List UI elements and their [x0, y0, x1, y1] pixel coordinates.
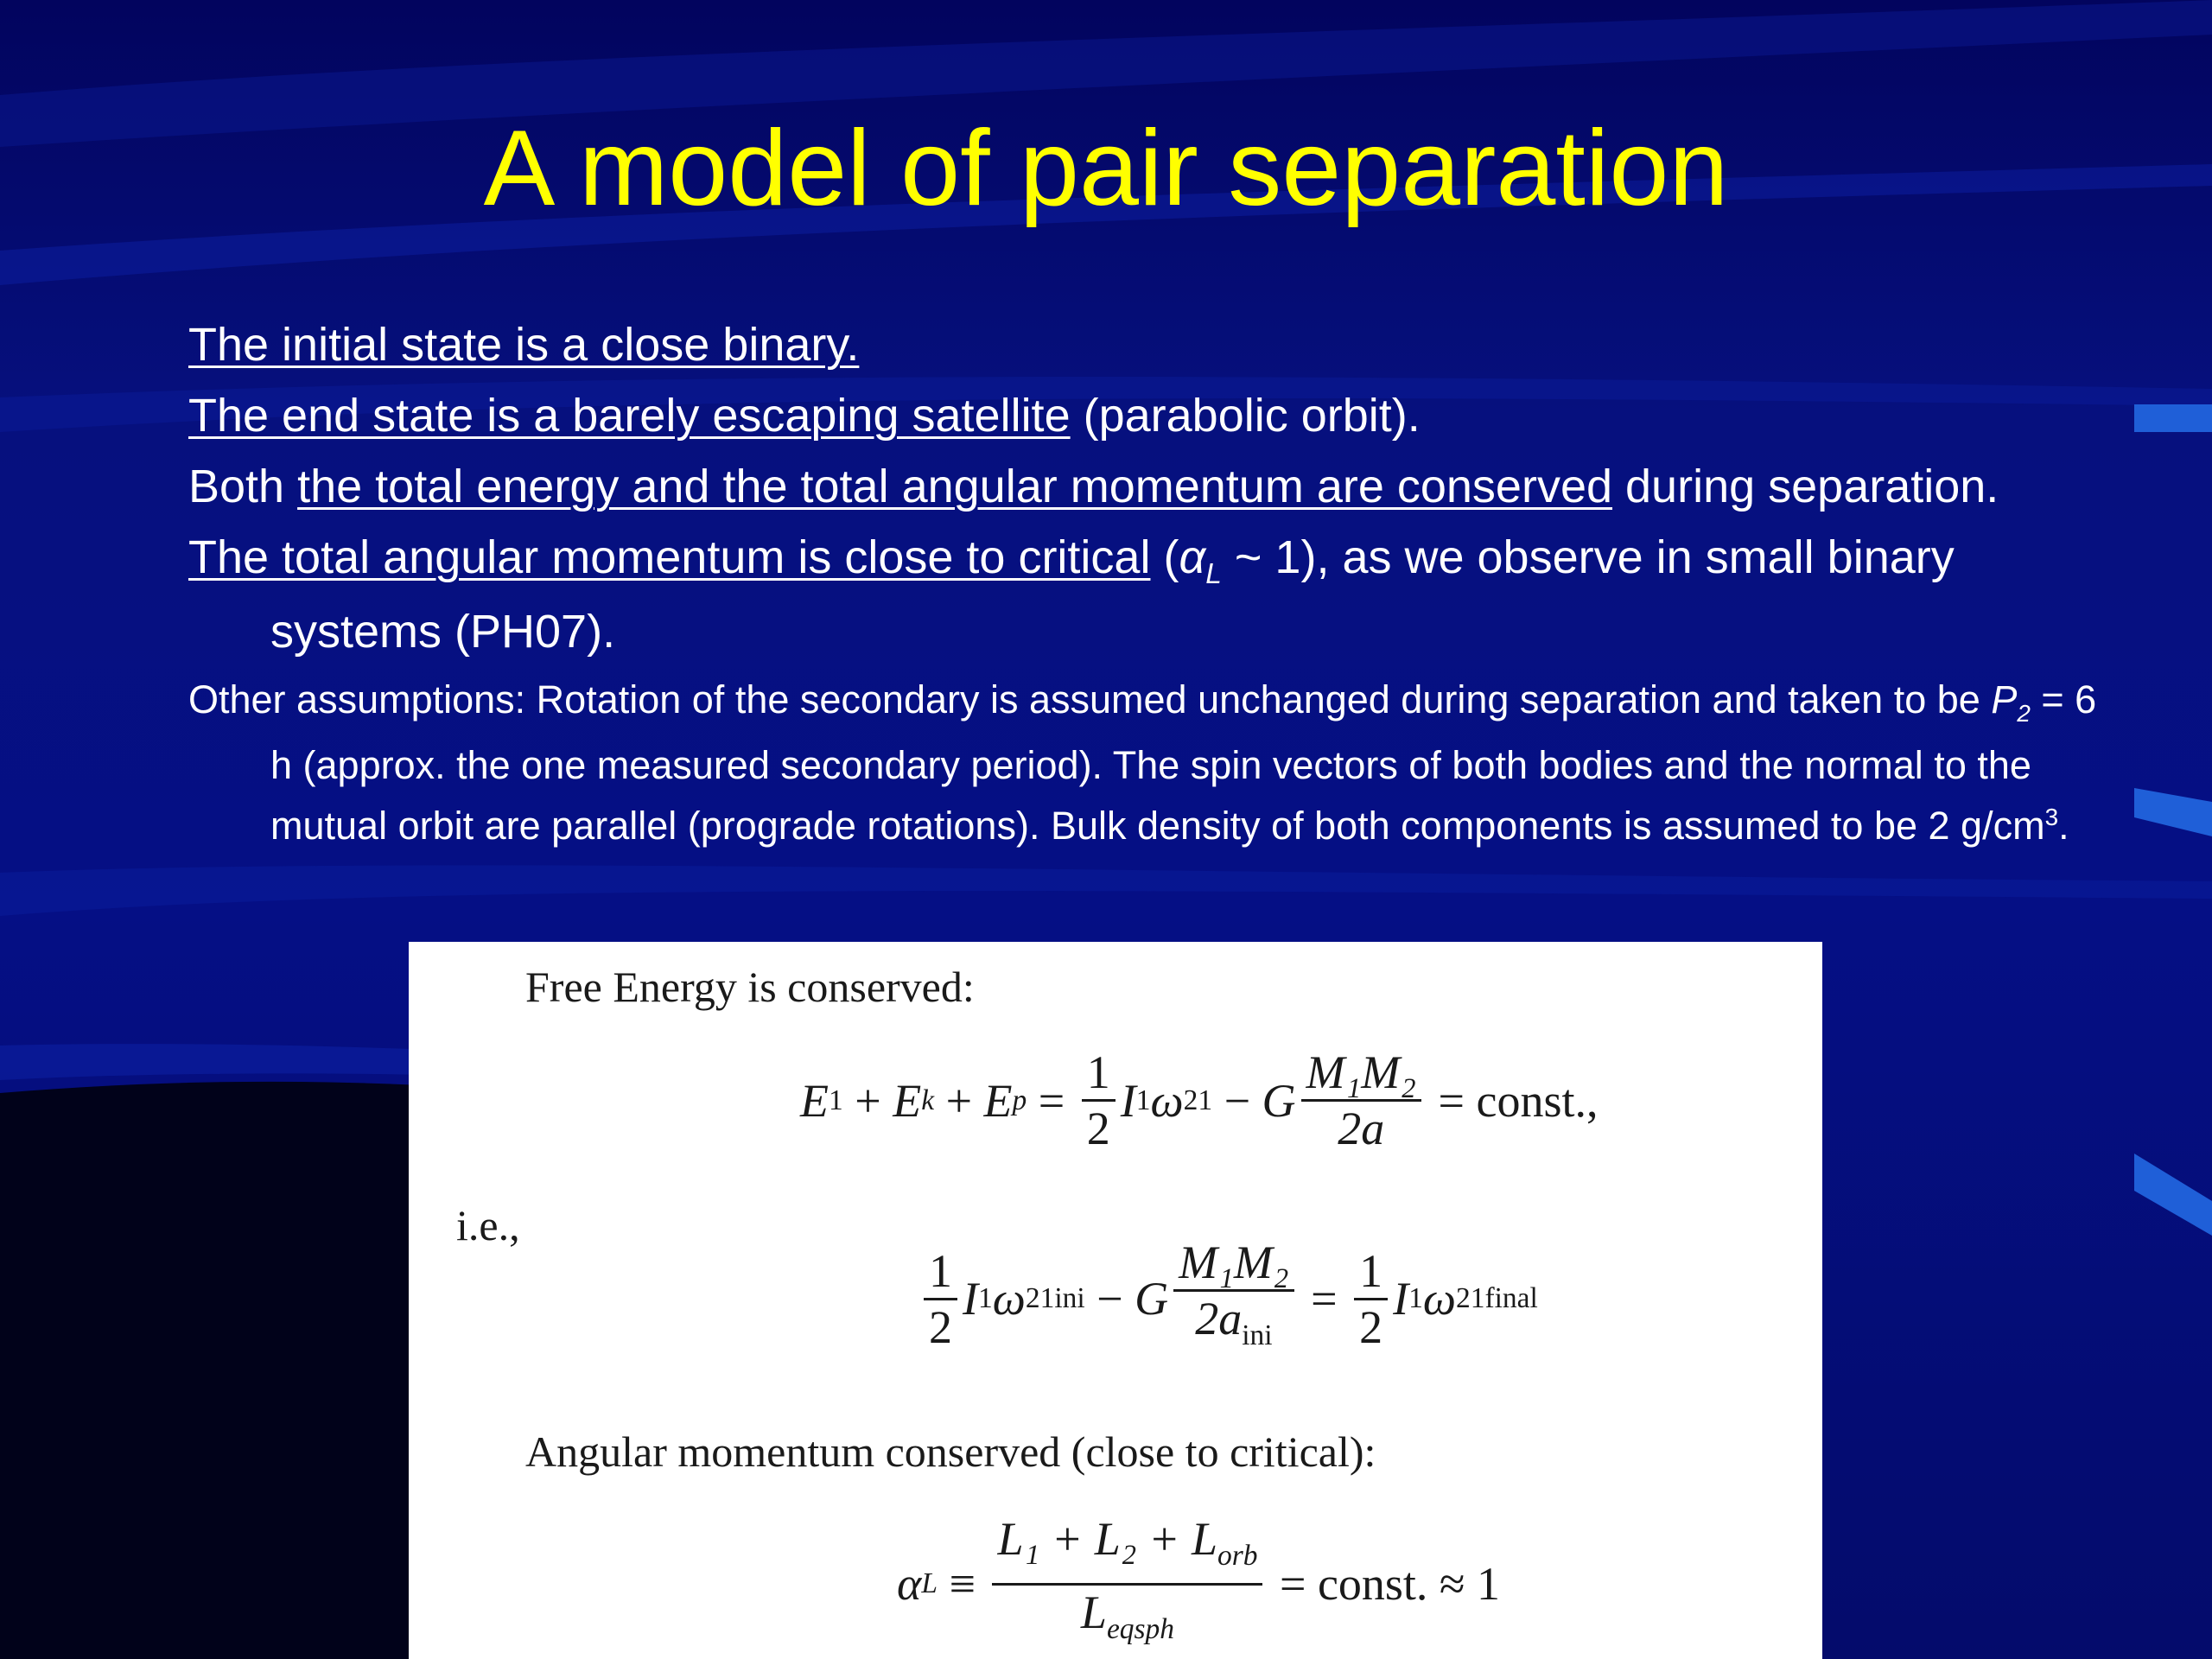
angular-momentum-equation [897, 1512, 1500, 1656]
eq1-mass-fraction [1301, 1046, 1422, 1155]
eq1-ep: E [983, 1074, 1013, 1127]
eq1-ep-sub: p [1012, 1084, 1027, 1116]
eq2-mass-den [1190, 1292, 1277, 1363]
bullet-list [188, 316, 2107, 852]
eq3-num-text: L₁ + L₂ + L [997, 1513, 1217, 1565]
equation-panel [409, 942, 1822, 1659]
eq3-alpha-sub: L [921, 1567, 938, 1600]
eq3-den-sub: eqsph [1106, 1612, 1175, 1645]
eq2-half2-num: 1 [1354, 1244, 1388, 1300]
bullet-3-rest: during separation. [1612, 461, 1999, 512]
eq1-mass-den: 2a [1338, 1103, 1385, 1154]
eq1-half-num: 1 [1082, 1046, 1116, 1102]
bullet-critical-momentum [188, 529, 2107, 660]
eq2-minus: − [1084, 1273, 1135, 1325]
bullet-initial-state [188, 316, 2107, 373]
eq1-rhs: = const., [1427, 1074, 1599, 1127]
eq2-omega-2-sup: 2 [1455, 1282, 1471, 1315]
eq3-den-text: L [1080, 1586, 1107, 1638]
eq2-inertia-2-sub: 1 [1408, 1282, 1423, 1315]
bullet-3-underlined: the total energy and the total angular momentum are conserved [297, 461, 1613, 512]
eq3-num-sub: orb [1217, 1539, 1258, 1572]
bullet-other-assumptions [188, 674, 2107, 852]
bullet-5-p: P [1991, 677, 2018, 721]
bullet-1-underlined: The initial state is a close binary. [188, 319, 860, 371]
eq2-inertia-2: I [1393, 1273, 1409, 1325]
eq2-omega-2-sub: 1final [1470, 1282, 1538, 1315]
eq2-mass-den-text: 2a [1195, 1293, 1243, 1344]
eq2-omega-sup: 2 [1025, 1282, 1040, 1315]
eq2-inertia: I [963, 1273, 978, 1325]
bullet-4-alpha-sub: L [1205, 557, 1222, 590]
bullet-5-end: . [2058, 803, 2069, 848]
eq2-mass-fraction [1173, 1236, 1294, 1363]
eq1-half [1082, 1046, 1116, 1155]
eq1-ek-sub: k [921, 1084, 935, 1116]
eq1-half-den: 2 [1086, 1103, 1110, 1154]
bullet-3-pre: Both [188, 461, 298, 512]
eq1-mass-num: M₁M₂ [1301, 1046, 1422, 1102]
eq2-omega-sub: 1ini [1039, 1282, 1085, 1315]
eq1-plus-1: + [842, 1074, 893, 1127]
bullet-2-underlined: The end state is a barely escaping satellite [188, 390, 1071, 442]
eq2-inertia-sub: 1 [977, 1282, 993, 1315]
eq2-equals: = [1299, 1273, 1350, 1325]
eq1-omega-sub: 1 [1198, 1084, 1213, 1116]
eq3-equiv: ≡ [937, 1558, 988, 1611]
bullet-conservation [188, 458, 2107, 515]
bullet-5-mid: = 6 h (approx. the one measured secondary period). The spin vectors of both bodies and the normal to the mutual orbit are parallel (prograde rotations). Bulk density of both components is assumed to be 2 g/cm [270, 677, 2097, 848]
eq2-omega: ω [992, 1273, 1026, 1325]
eq2-half-num: 1 [924, 1244, 957, 1300]
eq3-alpha: α [897, 1558, 922, 1611]
eq1-inertia: I [1120, 1074, 1136, 1127]
slide-title: A model of pair separation [483, 109, 1729, 228]
free-energy-equation [800, 1046, 1599, 1155]
eq2-half-den: 2 [929, 1300, 952, 1353]
eq3-den [1076, 1586, 1179, 1656]
bullet-5-sup: 3 [2044, 803, 2059, 830]
eq2-omega-2: ω [1422, 1273, 1456, 1325]
bullet-2-rest: (parabolic orbit). [1070, 390, 1421, 442]
eq1-ek: E [893, 1074, 922, 1127]
eq2-half-2 [1354, 1244, 1388, 1354]
bullet-4-underlined: The total angular momentum is close to critical [188, 531, 1151, 583]
separation-equation [918, 1236, 1538, 1363]
angular-momentum-heading: Angular momentum conserved (close to critical): [525, 1427, 1376, 1476]
eq1-omega-sup: 2 [1183, 1084, 1198, 1116]
eq1-equals: = [1027, 1074, 1077, 1127]
eq1-inertia-sub: 1 [1135, 1084, 1151, 1116]
eq2-half [924, 1244, 957, 1354]
bullet-4-open: ( [1150, 531, 1179, 583]
bullet-4-rest: ~ 1), as we observe in small binary systems (PH07). [270, 531, 1955, 658]
eq2-mass-num: M₁M₂ [1173, 1236, 1294, 1292]
ie-label: i.e., [456, 1201, 520, 1249]
eq3-num [992, 1512, 1262, 1586]
bullet-5-p-sub: 2 [2017, 699, 2031, 727]
eq1-g: G [1262, 1074, 1296, 1127]
eq1-plus-2: + [934, 1074, 984, 1127]
eq3-rhs: = const. ≈ 1 [1268, 1558, 1501, 1611]
eq2-g: G [1135, 1273, 1169, 1325]
bullet-end-state [188, 387, 2107, 444]
eq1-e1-sub: 1 [829, 1084, 843, 1116]
bullet-4-alpha: α [1179, 531, 1206, 583]
bullet-5-pre: Other assumptions: Rotation of the secondary is assumed unchanged during separation and taken to be [188, 677, 1992, 721]
eq3-fraction [992, 1512, 1262, 1656]
eq1-omega: ω [1150, 1074, 1184, 1127]
eq2-mass-den-sub: ini [1242, 1319, 1273, 1351]
eq2-half2-den: 2 [1359, 1300, 1383, 1353]
eq1-minus: − [1212, 1074, 1262, 1127]
free-energy-heading: Free Energy is conserved: [525, 963, 975, 1011]
eq1-e1: E [800, 1074, 829, 1127]
